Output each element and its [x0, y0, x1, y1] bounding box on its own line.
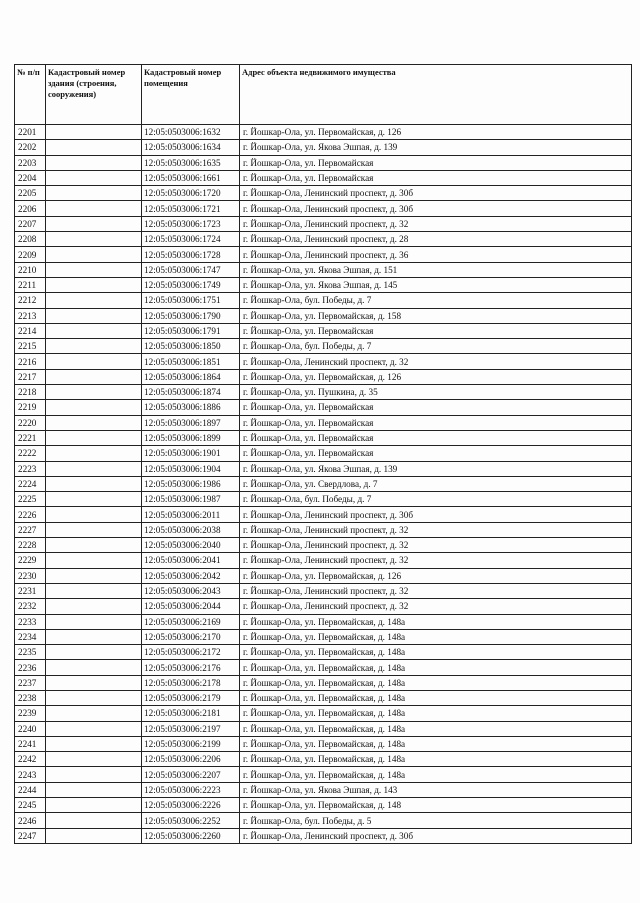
table-row: [15, 461, 632, 476]
row-number: 2203: [15, 155, 46, 170]
row-building-cadastral: [46, 354, 142, 369]
row-number: 2240: [15, 721, 46, 736]
row-address: г. Йошкар-Ола, ул. Первомайская, д. 126: [240, 125, 632, 140]
row-building-cadastral: [46, 675, 142, 690]
row-number: 2235: [15, 645, 46, 660]
row-address: г. Йошкар-Ола, Ленинский проспект, д. 32: [240, 583, 632, 598]
row-address: г. Йошкар-Ола, Ленинский проспект, д. 32: [240, 538, 632, 553]
row-premises-cadastral: 12:05:0503006:1850: [142, 339, 240, 354]
table-row: [15, 369, 632, 384]
row-address: г. Йошкар-Ола, Ленинский проспект, д. 30б: [240, 201, 632, 216]
row-address: г. Йошкар-Ола, Ленинский проспект, д. 32: [240, 354, 632, 369]
row-building-cadastral: [46, 583, 142, 598]
row-number: 2244: [15, 782, 46, 797]
row-address: г. Йошкар-Ола, Ленинский проспект, д. 32: [240, 522, 632, 537]
row-building-cadastral: [46, 813, 142, 828]
row-number: 2220: [15, 415, 46, 430]
table-row: [15, 415, 632, 430]
row-number: 2202: [15, 140, 46, 155]
row-premises-cadastral: 12:05:0503006:2199: [142, 736, 240, 751]
row-building-cadastral: [46, 767, 142, 782]
table-row: [15, 476, 632, 491]
row-number: 2216: [15, 354, 46, 369]
row-premises-cadastral: 12:05:0503006:1791: [142, 323, 240, 338]
row-building-cadastral: [46, 538, 142, 553]
table-row: [15, 125, 632, 140]
row-building-cadastral: [46, 385, 142, 400]
row-address: г. Йошкар-Ола, ул. Первомайская, д. 158: [240, 308, 632, 323]
table-row: [15, 170, 632, 185]
row-number: 2237: [15, 675, 46, 690]
table-row: [15, 277, 632, 292]
row-premises-cadastral: 12:05:0503006:2226: [142, 798, 240, 813]
row-building-cadastral: [46, 629, 142, 644]
row-building-cadastral: [46, 553, 142, 568]
row-number: 2208: [15, 232, 46, 247]
row-address: г. Йошкар-Ола, Ленинский проспект, д. 32: [240, 216, 632, 231]
row-address: г. Йошкар-Ола, Ленинский проспект, д. 28: [240, 232, 632, 247]
table-row: [15, 629, 632, 644]
row-number: 2214: [15, 323, 46, 338]
row-premises-cadastral: 12:05:0503006:1886: [142, 400, 240, 415]
row-address: г. Йошкар-Ола, ул. Первомайская: [240, 323, 632, 338]
row-address: г. Йошкар-Ола, бул. Победы, д. 7: [240, 293, 632, 308]
row-address: г. Йошкар-Ола, ул. Первомайская: [240, 446, 632, 461]
row-address: г. Йошкар-Ола, ул. Первомайская, д. 148а: [240, 721, 632, 736]
row-premises-cadastral: 12:05:0503006:2011: [142, 507, 240, 522]
row-address: г. Йошкар-Ола, бул. Победы, д. 7: [240, 339, 632, 354]
row-building-cadastral: [46, 369, 142, 384]
row-address: г. Йошкар-Ола, ул. Якова Эшпая, д. 143: [240, 782, 632, 797]
row-premises-cadastral: 12:05:0503006:1634: [142, 140, 240, 155]
row-building-cadastral: [46, 828, 142, 843]
table-row: [15, 186, 632, 201]
row-number: 2210: [15, 262, 46, 277]
row-premises-cadastral: 12:05:0503006:1721: [142, 201, 240, 216]
row-number: 2225: [15, 492, 46, 507]
table-row: [15, 430, 632, 445]
row-building-cadastral: [46, 430, 142, 445]
row-number: 2204: [15, 170, 46, 185]
row-number: 2215: [15, 339, 46, 354]
row-building-cadastral: [46, 721, 142, 736]
row-premises-cadastral: 12:05:0503006:1901: [142, 446, 240, 461]
row-address: г. Йошкар-Ола, ул. Первомайская, д. 126: [240, 568, 632, 583]
row-number: 2227: [15, 522, 46, 537]
table-row: [15, 339, 632, 354]
row-building-cadastral: [46, 186, 142, 201]
row-premises-cadastral: 12:05:0503006:2197: [142, 721, 240, 736]
row-number: 2218: [15, 385, 46, 400]
row-number: 2205: [15, 186, 46, 201]
row-number: 2226: [15, 507, 46, 522]
row-address: г. Йошкар-Ола, ул. Свердлова, д. 7: [240, 476, 632, 491]
table-row: [15, 507, 632, 522]
row-building-cadastral: [46, 507, 142, 522]
table-row: [15, 247, 632, 262]
row-building-cadastral: [46, 690, 142, 705]
row-building-cadastral: [46, 216, 142, 231]
row-number: 2231: [15, 583, 46, 598]
row-address: г. Йошкар-Ола, ул. Первомайская: [240, 400, 632, 415]
row-building-cadastral: [46, 125, 142, 140]
row-building-cadastral: [46, 323, 142, 338]
row-premises-cadastral: 12:05:0503006:1904: [142, 461, 240, 476]
row-building-cadastral: [46, 201, 142, 216]
row-number: 2206: [15, 201, 46, 216]
row-premises-cadastral: 12:05:0503006:1661: [142, 170, 240, 185]
row-address: г. Йошкар-Ола, ул. Первомайская: [240, 170, 632, 185]
row-building-cadastral: [46, 247, 142, 262]
row-building-cadastral: [46, 492, 142, 507]
table-row: [15, 736, 632, 751]
table-row: [15, 323, 632, 338]
row-building-cadastral: [46, 461, 142, 476]
table-row: [15, 798, 632, 813]
row-address: г. Йошкар-Ола, ул. Первомайская, д. 148а: [240, 767, 632, 782]
row-premises-cadastral: 12:05:0503006:2043: [142, 583, 240, 598]
row-building-cadastral: [46, 293, 142, 308]
row-building-cadastral: [46, 736, 142, 751]
row-number: 2207: [15, 216, 46, 231]
table-row: [15, 690, 632, 705]
row-address: г. Йошкар-Ола, ул. Якова Эшпая, д. 145: [240, 277, 632, 292]
row-address: г. Йошкар-Ола, ул. Первомайская, д. 148а: [240, 706, 632, 721]
table-row: [15, 232, 632, 247]
header-premises-cadastral: Кадастровый номер помещения: [142, 65, 240, 125]
table-row: [15, 767, 632, 782]
row-premises-cadastral: 12:05:0503006:2176: [142, 660, 240, 675]
row-number: 2211: [15, 277, 46, 292]
row-building-cadastral: [46, 262, 142, 277]
row-number: 2213: [15, 308, 46, 323]
table-row: [15, 599, 632, 614]
row-address: г. Йошкар-Ола, Ленинский проспект, д. 30б: [240, 507, 632, 522]
row-premises-cadastral: 12:05:0503006:1790: [142, 308, 240, 323]
row-address: г. Йошкар-Ола, ул. Первомайская, д. 148а: [240, 660, 632, 675]
row-address: г. Йошкар-Ола, ул. Первомайская, д. 148а: [240, 690, 632, 705]
row-premises-cadastral: 12:05:0503006:1723: [142, 216, 240, 231]
row-premises-cadastral: 12:05:0503006:2169: [142, 614, 240, 629]
table-row: [15, 522, 632, 537]
row-building-cadastral: [46, 782, 142, 797]
row-address: г. Йошкар-Ола, Ленинский проспект, д. 30б: [240, 186, 632, 201]
row-premises-cadastral: 12:05:0503006:2038: [142, 522, 240, 537]
table-row: [15, 538, 632, 553]
row-number: 2212: [15, 293, 46, 308]
row-premises-cadastral: 12:05:0503006:2181: [142, 706, 240, 721]
row-address: г. Йошкар-Ола, Ленинский проспект, д. 30б: [240, 828, 632, 843]
property-table: [14, 64, 632, 844]
row-premises-cadastral: 12:05:0503006:1874: [142, 385, 240, 400]
row-address: г. Йошкар-Ола, ул. Первомайская: [240, 415, 632, 430]
row-building-cadastral: [46, 645, 142, 660]
row-number: 2232: [15, 599, 46, 614]
table-row: [15, 216, 632, 231]
row-number: 2219: [15, 400, 46, 415]
table-row: [15, 553, 632, 568]
row-premises-cadastral: 12:05:0503006:1749: [142, 277, 240, 292]
table-row: [15, 201, 632, 216]
table-row: [15, 400, 632, 415]
row-building-cadastral: [46, 308, 142, 323]
row-premises-cadastral: 12:05:0503006:2179: [142, 690, 240, 705]
table-row: [15, 308, 632, 323]
table-row: [15, 721, 632, 736]
table-row: [15, 675, 632, 690]
row-building-cadastral: [46, 476, 142, 491]
row-premises-cadastral: 12:05:0503006:1986: [142, 476, 240, 491]
row-number: 2224: [15, 476, 46, 491]
table-row: [15, 706, 632, 721]
row-building-cadastral: [46, 339, 142, 354]
row-premises-cadastral: 12:05:0503006:2207: [142, 767, 240, 782]
row-building-cadastral: [46, 798, 142, 813]
row-address: г. Йошкар-Ола, ул. Первомайская, д. 148: [240, 798, 632, 813]
row-premises-cadastral: 12:05:0503006:1724: [142, 232, 240, 247]
row-number: 2201: [15, 125, 46, 140]
row-number: 2243: [15, 767, 46, 782]
row-premises-cadastral: 12:05:0503006:2172: [142, 645, 240, 660]
row-premises-cadastral: 12:05:0503006:1899: [142, 430, 240, 445]
row-premises-cadastral: 12:05:0503006:1864: [142, 369, 240, 384]
row-number: 2247: [15, 828, 46, 843]
row-number: 2239: [15, 706, 46, 721]
row-number: 2222: [15, 446, 46, 461]
row-premises-cadastral: 12:05:0503006:2170: [142, 629, 240, 644]
row-number: 2230: [15, 568, 46, 583]
table-row: [15, 293, 632, 308]
table-row: [15, 645, 632, 660]
row-premises-cadastral: 12:05:0503006:2206: [142, 752, 240, 767]
row-premises-cadastral: 12:05:0503006:2040: [142, 538, 240, 553]
table-row: [15, 155, 632, 170]
row-premises-cadastral: 12:05:0503006:2041: [142, 553, 240, 568]
row-building-cadastral: [46, 170, 142, 185]
row-number: 2234: [15, 629, 46, 644]
row-number: 2238: [15, 690, 46, 705]
row-building-cadastral: [46, 232, 142, 247]
row-premises-cadastral: 12:05:0503006:1751: [142, 293, 240, 308]
row-address: г. Йошкар-Ола, ул. Первомайская: [240, 430, 632, 445]
row-address: г. Йошкар-Ола, ул. Первомайская, д. 148а: [240, 645, 632, 660]
row-number: 2223: [15, 461, 46, 476]
row-premises-cadastral: 12:05:0503006:1897: [142, 415, 240, 430]
row-address: г. Йошкар-Ола, ул. Первомайская, д. 148а: [240, 736, 632, 751]
row-building-cadastral: [46, 415, 142, 430]
row-address: г. Йошкар-Ола, бул. Победы, д. 5: [240, 813, 632, 828]
header-building-cadastral: Кадастровый номер здания (строения, сооружения): [46, 65, 142, 125]
table-row: [15, 385, 632, 400]
row-building-cadastral: [46, 400, 142, 415]
table-row: [15, 354, 632, 369]
row-premises-cadastral: 12:05:0503006:1635: [142, 155, 240, 170]
row-building-cadastral: [46, 599, 142, 614]
row-number: 2221: [15, 430, 46, 445]
row-building-cadastral: [46, 568, 142, 583]
row-address: г. Йошкар-Ола, Ленинский проспект, д. 36: [240, 247, 632, 262]
row-building-cadastral: [46, 522, 142, 537]
row-number: 2236: [15, 660, 46, 675]
row-address: г. Йошкар-Ола, ул. Первомайская, д. 148а: [240, 614, 632, 629]
row-number: 2233: [15, 614, 46, 629]
row-premises-cadastral: 12:05:0503006:1728: [142, 247, 240, 262]
row-address: г. Йошкар-Ола, ул. Первомайская, д. 148а: [240, 675, 632, 690]
row-premises-cadastral: 12:05:0503006:2252: [142, 813, 240, 828]
header-number: № п/п: [15, 65, 46, 125]
row-premises-cadastral: 12:05:0503006:1747: [142, 262, 240, 277]
row-number: 2246: [15, 813, 46, 828]
row-building-cadastral: [46, 706, 142, 721]
table-row: [15, 752, 632, 767]
row-address: г. Йошкар-Ола, Ленинский проспект, д. 32: [240, 553, 632, 568]
row-premises-cadastral: 12:05:0503006:1632: [142, 125, 240, 140]
row-premises-cadastral: 12:05:0503006:2044: [142, 599, 240, 614]
row-number: 2209: [15, 247, 46, 262]
row-building-cadastral: [46, 140, 142, 155]
row-building-cadastral: [46, 660, 142, 675]
table-header-row: [15, 65, 632, 125]
row-address: г. Йошкар-Ола, бул. Победы, д. 7: [240, 492, 632, 507]
row-premises-cadastral: 12:05:0503006:1987: [142, 492, 240, 507]
row-number: 2217: [15, 369, 46, 384]
table-row: [15, 782, 632, 797]
table-row: [15, 446, 632, 461]
row-premises-cadastral: 12:05:0503006:2223: [142, 782, 240, 797]
row-address: г. Йошкар-Ола, ул. Первомайская: [240, 155, 632, 170]
row-number: 2229: [15, 553, 46, 568]
row-address: г. Йошкар-Ола, ул. Первомайская, д. 126: [240, 369, 632, 384]
table-row: [15, 813, 632, 828]
row-premises-cadastral: 12:05:0503006:2178: [142, 675, 240, 690]
row-address: г. Йошкар-Ола, ул. Пушкина, д. 35: [240, 385, 632, 400]
header-address: Адрес объекта недвижимого имущества: [240, 65, 632, 125]
row-building-cadastral: [46, 277, 142, 292]
row-premises-cadastral: 12:05:0503006:2042: [142, 568, 240, 583]
row-number: 2242: [15, 752, 46, 767]
table-row: [15, 660, 632, 675]
row-number: 2228: [15, 538, 46, 553]
table-row: [15, 140, 632, 155]
row-address: г. Йошкар-Ола, ул. Якова Эшпая, д. 151: [240, 262, 632, 277]
row-building-cadastral: [46, 155, 142, 170]
table-row: [15, 614, 632, 629]
row-number: 2245: [15, 798, 46, 813]
row-address: г. Йошкар-Ола, ул. Якова Эшпая, д. 139: [240, 461, 632, 476]
row-address: г. Йошкар-Ола, ул. Якова Эшпая, д. 139: [240, 140, 632, 155]
row-address: г. Йошкар-Ола, ул. Первомайская, д. 148а: [240, 752, 632, 767]
row-premises-cadastral: 12:05:0503006:1720: [142, 186, 240, 201]
row-building-cadastral: [46, 446, 142, 461]
row-address: г. Йошкар-Ола, ул. Первомайская, д. 148а: [240, 629, 632, 644]
row-premises-cadastral: 12:05:0503006:1851: [142, 354, 240, 369]
table-row: [15, 583, 632, 598]
table-row: [15, 492, 632, 507]
table-row: [15, 828, 632, 843]
row-address: г. Йошкар-Ола, Ленинский проспект, д. 32: [240, 599, 632, 614]
table-row: [15, 262, 632, 277]
row-number: 2241: [15, 736, 46, 751]
row-premises-cadastral: 12:05:0503006:2260: [142, 828, 240, 843]
row-building-cadastral: [46, 614, 142, 629]
table-row: [15, 568, 632, 583]
row-building-cadastral: [46, 752, 142, 767]
